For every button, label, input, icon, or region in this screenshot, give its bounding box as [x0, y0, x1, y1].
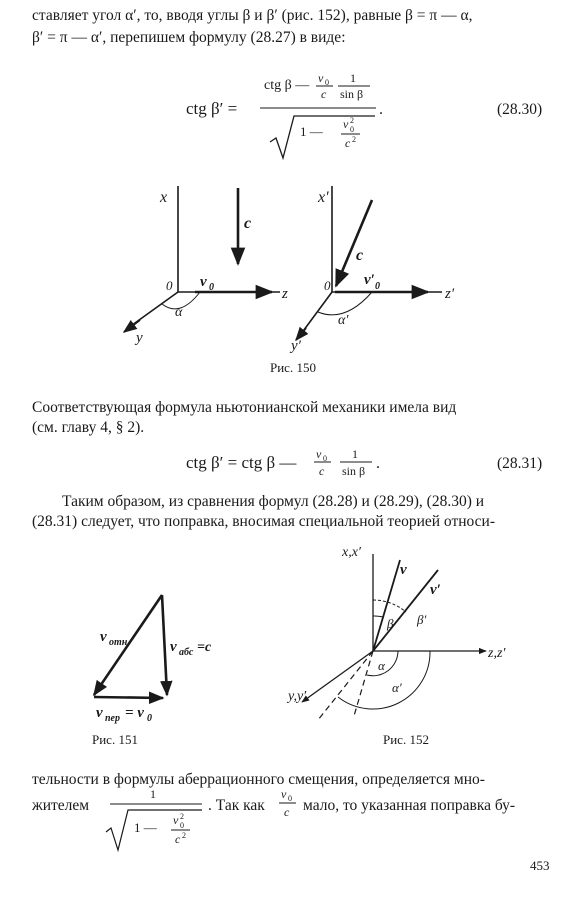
- v-line: [373, 560, 400, 651]
- text-para2-line1: Соответствующая формула ньютонианской механики имела вид: [32, 399, 457, 416]
- text-para4-line2-c: мало, то указанная поправка бу-: [303, 797, 516, 814]
- eq2-one: 1: [352, 447, 358, 461]
- v-label-152: v: [400, 562, 407, 578]
- z-label: z: [282, 286, 288, 302]
- fig151-caption: Рис. 151: [92, 732, 138, 747]
- eq1-den-c: c: [345, 136, 351, 150]
- text-para4-line2-a: жителем: [32, 797, 90, 814]
- alpha-prime-label-152: α′: [392, 680, 402, 695]
- eq2-v0-sub: 0: [323, 454, 327, 463]
- factor-v-sub: 0: [180, 821, 184, 830]
- factor-v: v: [173, 813, 179, 827]
- equation-28-31: [0, 440, 585, 486]
- y-label: y: [136, 330, 143, 346]
- eq1-number: (28.30): [497, 101, 543, 118]
- v-prime-label-152: v′: [430, 582, 441, 598]
- beta-prime-label: β′: [417, 612, 427, 627]
- fig150-right-system: [289, 186, 455, 354]
- eq2-dot: .: [376, 455, 380, 472]
- eq1-c: c: [321, 87, 327, 101]
- frac-v: v: [281, 787, 287, 801]
- figure-151: [70, 585, 260, 730]
- beta-prime-arc: [373, 600, 406, 612]
- alpha-prime-label: α′: [338, 313, 349, 328]
- eq2-sinb: sin β: [342, 464, 366, 478]
- v-per-label: v: [96, 705, 103, 721]
- eq1-v0-sub: 0: [325, 78, 329, 87]
- v0-over-c: [278, 784, 300, 824]
- eq1-lhs: ctg β′ =: [186, 99, 238, 118]
- v-otn-label: v: [100, 629, 107, 645]
- beta-label: β: [387, 616, 394, 631]
- eq1-one: 1: [350, 71, 356, 85]
- v-abs-vector: [162, 595, 167, 695]
- factor-formula: [98, 782, 208, 854]
- figure-150: [0, 178, 585, 378]
- eq1-den-c-sup: 2: [352, 135, 356, 144]
- text-line-1: ставляет угол α′, то, вводя углы β и β′ (рис. 152), равные β = π — α,: [32, 7, 473, 24]
- eq1-dot: .: [379, 101, 383, 118]
- eq1-v0: v: [318, 71, 324, 85]
- origin-prime-label: 0: [324, 278, 331, 293]
- eq1-sinb: sin β: [340, 87, 364, 101]
- yy-label: y,y′: [288, 689, 307, 704]
- eq2-c: c: [319, 464, 325, 478]
- xx-label: x,x′: [342, 545, 361, 560]
- v-prime-line-extension: [318, 651, 373, 720]
- origin-label: 0: [166, 278, 173, 293]
- text-para4-line2-b: . Так как: [208, 797, 265, 814]
- factor-c: c: [175, 832, 181, 846]
- v0-label: v: [200, 274, 207, 290]
- v-per-eq: = v: [125, 705, 144, 721]
- y-prime-label: y′: [291, 338, 301, 354]
- v-prime-line: [373, 570, 438, 651]
- factor-v-sup: 2: [180, 812, 184, 821]
- c-label: c: [244, 215, 252, 232]
- v-per-eq-sub: 0: [147, 713, 152, 724]
- text-para2-line2: (см. главу 4, § 2).: [32, 419, 145, 436]
- yy-axis: [302, 651, 373, 702]
- v-per-vector: [94, 697, 163, 698]
- v-per-sub: пер: [105, 713, 120, 724]
- figure-152: [280, 540, 550, 735]
- beta-arc: [373, 616, 383, 617]
- v-abs-eq: =c: [197, 640, 212, 655]
- v0-sub: 0: [209, 282, 214, 293]
- c-prime-label: c: [356, 247, 364, 264]
- v0-prime-label: v′: [364, 272, 375, 288]
- alpha-label-152: α: [378, 658, 385, 673]
- page-number: 453: [530, 858, 550, 873]
- eq1-den-v-sub: 0: [350, 125, 354, 134]
- text-line-2: β′ = π — α′, перепишем формулу (28.27) в виде:: [32, 29, 346, 46]
- v-abs-sub: абс: [179, 647, 194, 658]
- eq1-den-v: v: [343, 117, 349, 131]
- text-para4-line1: тельности в формулы аберрационного смещения, определяется мно-: [32, 771, 485, 788]
- z-prime-label: z′: [445, 286, 455, 302]
- factor-den-1: 1 —: [134, 820, 157, 835]
- text-para3-line2: (28.31) следует, что поправка, вносимая специальной теорией относи-: [32, 513, 496, 530]
- eq2-v0: v: [316, 447, 322, 461]
- v-otn-sub: отн: [109, 637, 128, 648]
- zz-label: z,z′: [488, 646, 506, 661]
- text-para3-line1: Таким образом, из сравнения формул (28.28) и (28.29), (28.30) и: [62, 493, 485, 510]
- factor-c-sup: 2: [182, 831, 186, 840]
- frac-v-sub: 0: [288, 794, 292, 803]
- eq1-den-1: 1 —: [300, 124, 323, 139]
- eq2-lhs: ctg β′ = ctg β —: [186, 453, 297, 472]
- v-abs-label: v: [170, 639, 177, 655]
- eq1-den-v-sup: 2: [350, 116, 354, 125]
- fig152-caption: Рис. 152: [383, 732, 429, 747]
- eq2-number: (28.31): [497, 455, 543, 472]
- x-prime-label: x′: [318, 189, 329, 206]
- factor-one: 1: [150, 787, 156, 801]
- v-otn-vector: [94, 595, 162, 695]
- alpha-label: α: [175, 305, 183, 320]
- equation-28-30: [0, 62, 585, 162]
- alpha-prime-arc: [318, 292, 372, 315]
- x-label: x: [160, 189, 168, 206]
- frac-c: c: [284, 805, 290, 819]
- fig150-caption: Рис. 150: [270, 360, 316, 375]
- v0-prime-sub: 0: [375, 281, 380, 292]
- fig150-left-system: [124, 186, 288, 346]
- eq1-numerator-ctg: ctg β —: [264, 78, 310, 93]
